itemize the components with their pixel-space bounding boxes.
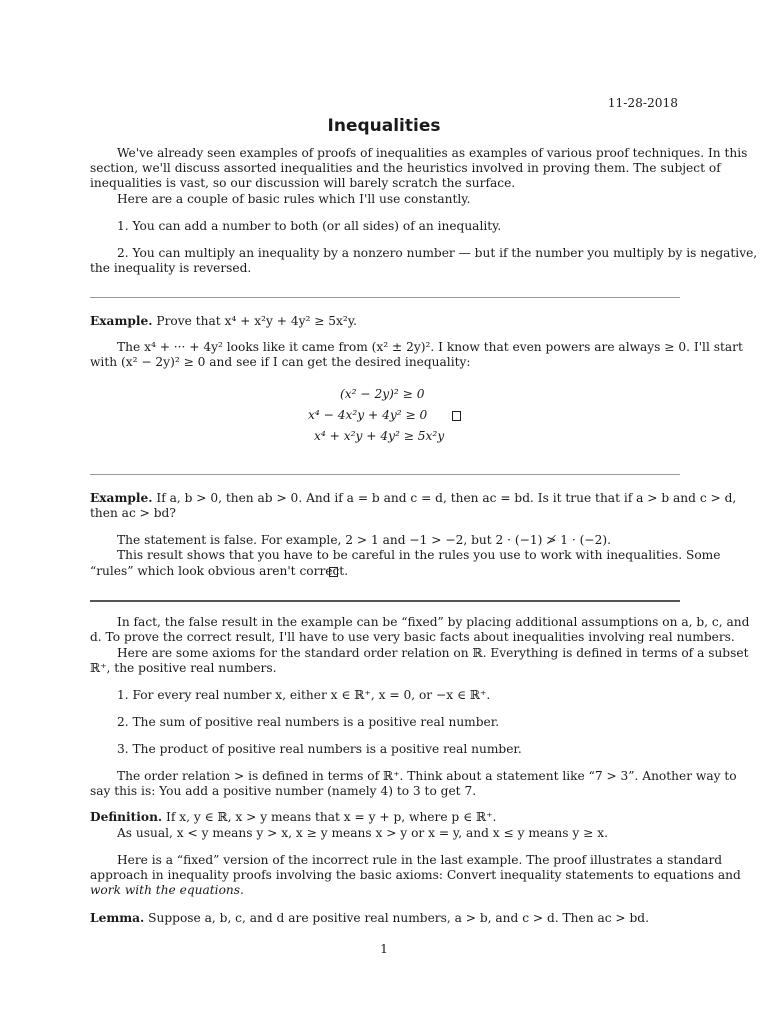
example-1-line-2: with (x² − 2y)² ≥ 0 and see if I can get the desired inequality: <box>90 355 471 369</box>
example-1-line-1: The x⁴ + ··· + 4y² looks like it came from (x² ± 2y)². I know that even powers are always ≥ 0. I'll start <box>117 340 743 354</box>
rules-intro: Here are a couple of basic rules which I'll use constantly. <box>117 192 471 206</box>
intro-line-1: We've already seen examples of proofs of inequalities as examples of various proof techniques. In this <box>117 146 748 160</box>
lemma-label: Lemma. <box>90 911 145 925</box>
example-2-line-1 <box>90 491 737 506</box>
fixed-line-4: ℝ⁺, the positive real numbers. <box>90 661 277 675</box>
page-title: Inequalities <box>327 116 441 136</box>
section-divider-3 <box>90 600 680 602</box>
axiom-3: 3. The product of positive real numbers is a positive real number. <box>117 742 522 756</box>
equation-3: x⁴ + x²y + 4y² ≥ 5x²y <box>314 429 445 443</box>
qed-square-icon <box>452 411 461 421</box>
fixed-version-line-1: Here is a “fixed” version of the incorrect rule in the last example. The proof illustrates a standard <box>117 853 723 867</box>
fixed-line-1: In fact, the false result in the example can be “fixed” by placing additional assumptions on a, b, c, and <box>117 615 750 629</box>
definition-usual: As usual, x < y means y > x, x ≥ y means x > y or x = y, and x ≤ y means y ≥ x. <box>117 826 608 840</box>
order-line-1: The order relation > is defined in terms of ℝ⁺. Think about a statement like “7 > 3”. Another way to <box>117 769 737 783</box>
rule-1: 1. You can add a number to both (or all sides) of an inequality. <box>117 219 502 233</box>
definition <box>90 810 680 825</box>
example-2-note-1: This result shows that you have to be careful in the rules you use to work with inequalities. Some <box>117 548 721 562</box>
axiom-1: 1. For every real number x, either x ∈ ℝ⁺, x = 0, or −x ∈ ℝ⁺. <box>117 688 491 702</box>
example-2-answer: The statement is false. For example, 2 > 1 and −1 > −2, but 2 · (−1) ≯ 1 · (−2). <box>117 533 612 547</box>
example-2-note-2: “rules” which look obvious aren't correct. <box>90 564 349 578</box>
example-1-prompt: Prove that x⁴ + x²y + 4y² ≥ 5x²y. <box>156 314 357 328</box>
rule-2-line-2: the inequality is reversed. <box>90 261 252 275</box>
lemma-text: Suppose a, b, c, and d are positive real numbers, a > b, and c > d. Then ac > bd. <box>148 911 649 925</box>
example-2-label: Example. <box>90 491 153 505</box>
equation-2: x⁴ − 4x²y + 4y² ≥ 0 <box>308 408 428 422</box>
fixed-line-3: Here are some axioms for the standard order relation on ℝ. Everything is defined in terms of a subset <box>117 646 749 660</box>
example-1-label: Example. <box>90 314 153 328</box>
equation-1: (x² − 2y)² ≥ 0 <box>340 387 425 401</box>
axiom-2: 2. The sum of positive real numbers is a positive real number. <box>117 715 500 729</box>
intro-line-2: section, we'll discuss assorted inequalities and the heuristics involved in proving them. The subject of <box>90 161 721 175</box>
fixed-line-2: d. To prove the correct result, I'll have to use very basic facts about inequalities involving real numbers. <box>90 630 735 644</box>
fixed-version-line-3: work with the equations. <box>90 883 244 897</box>
page-number: 1 <box>380 942 388 956</box>
definition-label: Definition. <box>90 810 163 824</box>
order-line-2: say this is: You add a positive number (namely 4) to 3 to get 7. <box>90 784 477 798</box>
fixed-version-line-2: approach in inequality proofs involving the basic axioms: Convert inequality statements to equations and <box>90 868 741 882</box>
document-date: 11-28-2018 <box>607 96 678 110</box>
example-1-heading <box>90 314 680 329</box>
qed-square-icon <box>329 567 338 577</box>
intro-line-3: inequalities is vast, so our discussion will barely scratch the surface. <box>90 176 516 190</box>
rule-2-line-1: 2. You can multiply an inequality by a nonzero number — but if the number you multiply by is negative, <box>117 246 758 260</box>
example-2-text: If a, b > 0, then ab > 0. And if a = b and c = d, then ac = bd. Is it true that if a > b and c > d, <box>156 491 737 505</box>
section-divider-2 <box>90 474 680 475</box>
lemma <box>90 911 680 926</box>
section-divider-1 <box>90 297 680 298</box>
example-2-line-2: then ac > bd? <box>90 506 176 520</box>
definition-text: If x, y ∈ ℝ, x > y means that x = y + p, where p ∈ ℝ⁺. <box>166 810 497 824</box>
